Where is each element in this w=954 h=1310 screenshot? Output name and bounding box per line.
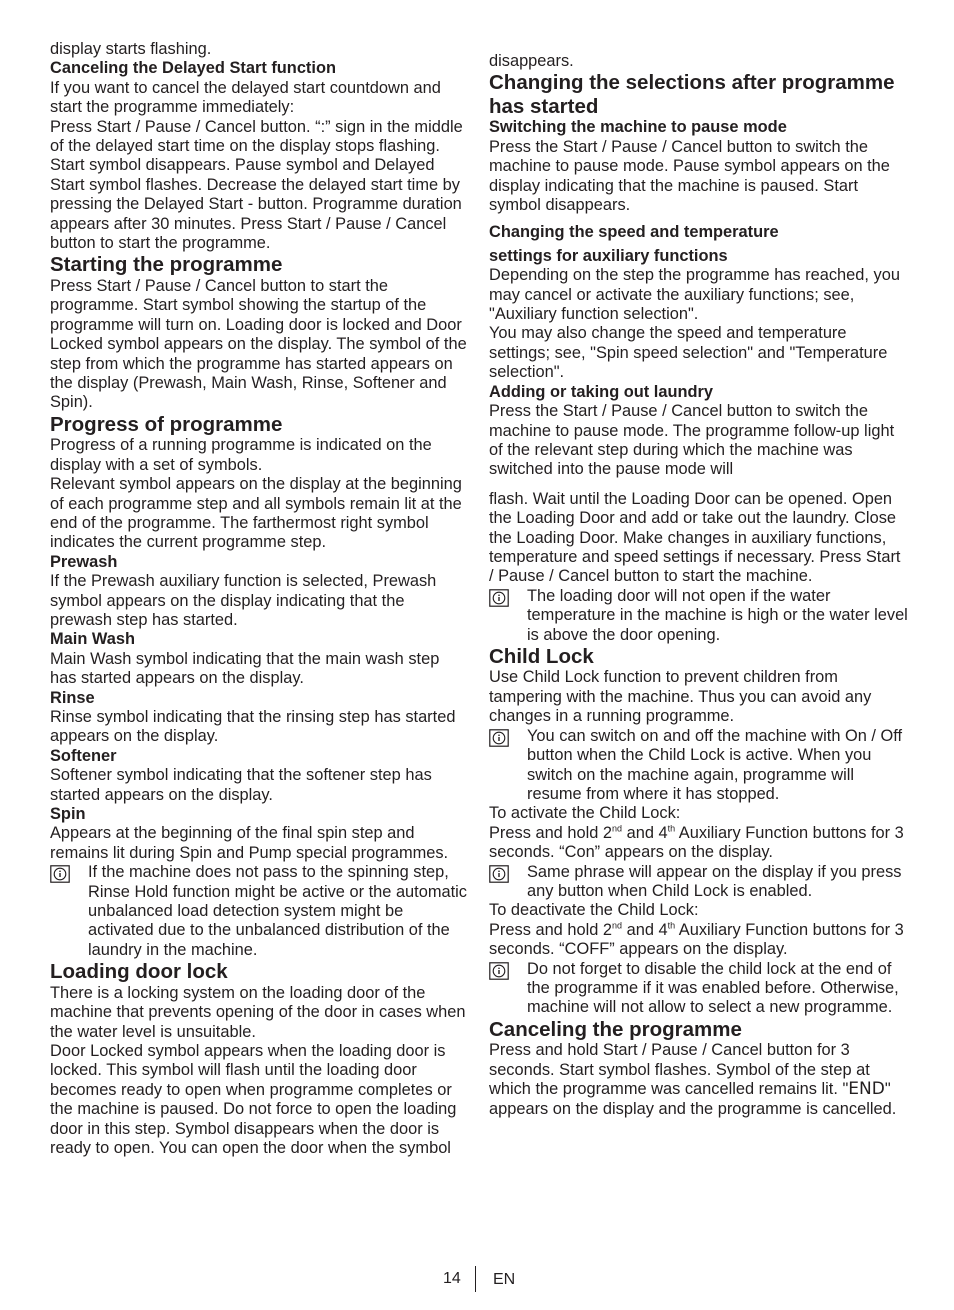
softener-para: Softener symbol indicating that the softener step has started appears on the display.: [50, 766, 432, 804]
rinse-heading: Rinse: [50, 688, 95, 707]
changing-heading: Changing the selections after programme has started: [489, 71, 895, 118]
info-icon: [489, 727, 527, 747]
child-lock-note-2-text: Same phrase will appear on the display if you press any button when Child Lock is enabled.: [527, 862, 902, 900]
door-lock-heading: Loading door lock: [50, 960, 228, 984]
progress-heading: Progress of programme: [50, 412, 283, 436]
rinse-para: Rinse symbol indicating that the rinsing step has started appears on the display.: [50, 708, 456, 746]
deactivate-label: To deactivate the Child Lock:: [489, 901, 699, 920]
door-temp-note: [489, 587, 909, 645]
prewash-para: If the Prewash auxiliary function is selected, Prewash symbol appears on the display indicating that the prewash step has started.: [50, 572, 437, 629]
adding-laundry-para-1: Press the Start / Pause / Cancel button to switch the machine to pause mode. The programme follow-up light of the relevant step during which the machine was switched into the pause mode will: [489, 402, 895, 479]
child-lock-note-3: [489, 960, 909, 1018]
adding-laundry-heading: Adding or taking out laundry: [489, 382, 713, 401]
mainwash-heading: Main Wash: [50, 630, 135, 649]
child-lock-note-2: [489, 863, 909, 902]
info-icon: [489, 863, 527, 883]
deactivate-instructions: Press and hold 2nd and 4th Auxiliary Function buttons for 3 seconds. “COFF” appears on the display.: [489, 920, 904, 959]
child-lock-para: Use Child Lock function to prevent children from tampering with the machine. Thus you can avoid any changes in a running programme.: [489, 668, 872, 726]
speed-temp-heading-line1: Changing the speed and temperature: [489, 223, 779, 242]
child-lock-note-1-text: You can switch on and off the machine with On / Off button when the Child Lock is active. When you switch on the machine again, programme will resume from where it has stopped.: [527, 726, 903, 803]
child-lock-note-3-text: Do not forget to disable the child lock at the end of the programme if it was enabled before. Otherwise, machine will not allow to select a new programme.: [527, 959, 899, 1017]
child-lock-heading: Child Lock: [489, 644, 594, 668]
activate-label: To activate the Child Lock:: [489, 804, 681, 823]
starting-heading: Starting the programme: [50, 253, 283, 277]
pause-mode-heading: Switching the machine to pause mode: [489, 118, 787, 137]
adding-laundry-para-2: flash. Wait until the Loading Door can be opened. Open the Loading Door and add or take out the laundry. Close the Loading Door. Make changes in auxiliary functions, temperature and speed settings if necessary. Press Start / Pause / Cancel button to start the machine.: [489, 489, 901, 586]
spin-para: Appears at the beginning of the final spin step and remains lit during Spin and Pump special programmes.: [50, 824, 449, 862]
intro-text: display starts flashing.: [50, 40, 212, 58]
prewash-heading: Prewash: [50, 552, 118, 571]
door-lock-para-1: There is a locking system on the loading door of the machine that prevents opening of the door in cases when the water level is unsuitable.: [50, 983, 466, 1041]
spin-note-text: If the machine does not pass to the spinning step, Rinse Hold function might be active or the automatic unbalanced load detection system might be activated due to the unbalanced distribution of the laundry in the machine.: [88, 863, 468, 959]
cancel-delayed-heading: Canceling the Delayed Start function: [50, 59, 336, 78]
info-icon: [50, 863, 88, 883]
footer-divider: [475, 1266, 476, 1292]
activate-instructions: Press and hold 2nd and 4th Auxiliary Function buttons for 3 seconds. “Con” appears on the display.: [489, 823, 904, 862]
progress-para-1: Progress of a running programme is indicated on the display with a set of symbols.: [50, 436, 432, 474]
cancel-programme-para: Press and hold Start / Pause / Cancel button for 3 seconds. Start symbol flashes. Symbol of the step at which the programme was cancelled remains lit. "END" appears on the display and the programme is cancelled.: [489, 1041, 897, 1118]
info-icon: [489, 587, 527, 607]
page-number: 14: [443, 1270, 461, 1287]
info-icon: [489, 960, 527, 980]
child-lock-note-1: [489, 727, 909, 805]
speed-temp-para-1: Depending on the step the programme has reached, you may cancel or activate the auxiliary functions; see, "Auxiliary function selection".: [489, 266, 900, 324]
mainwash-para: Main Wash symbol indicating that the main wash step has started appears on the display.: [50, 649, 440, 688]
softener-heading: Softener: [50, 746, 117, 765]
spin-note: [50, 863, 470, 960]
left-column: [50, 40, 470, 1158]
cancel-delayed-para-2: Press Start / Pause / Cancel button. “:” sign in the middle of the delayed start time on the display stops flashing. Start symbol disappears. Pause symbol and Delayed Start symbol flashes. Decrease the delayed start time by pressing the Delayed Start - button. Programme duration appears after 30 minutes. Press Start / Pause / Cancel button to start the programme.: [50, 117, 463, 253]
speed-temp-heading-line2: settings for auxiliary functions: [489, 246, 728, 265]
speed-temp-para-2: You may also change the speed and temperature settings; see, "Spin speed selection" and "Temperature selection".: [489, 324, 888, 382]
door-lock-para-2: Door Locked symbol appears when the loading door is locked. This symbol will flash until the loading door becomes ready to open when programme completes or the machine is paused. Do not force to open the loading door in this step. Symbol disappears when the door is ready to open. You can open the door when the symbol: [50, 1042, 457, 1158]
right-column: [489, 52, 909, 1119]
pause-mode-para: Press the Start / Pause / Cancel button to switch the machine to pause mode. Pause symbol appears on the display indicating that the machine is paused. Start symbol disappears.: [489, 137, 890, 215]
cancel-programme-heading: Canceling the programme: [489, 1017, 742, 1041]
door-temp-note-text: The loading door will not open if the water temperature in the machine is high or the water level is above the door opening.: [527, 586, 908, 644]
cancel-delayed-para-1: If you want to cancel the delayed start countdown and start the programme immediately:: [50, 78, 441, 117]
progress-para-2: Relevant symbol appears on the display at the beginning of each programme step and all symbols remain lit at the end of the programme. The farthermost right symbol indicates the current programme step.: [50, 475, 462, 552]
right-intro-text: disappears.: [489, 52, 574, 70]
spin-heading: Spin: [50, 805, 86, 824]
end-display-text: END: [848, 1079, 885, 1100]
starting-para: Press Start / Pause / Cancel button to start the programme. Start symbol showing the startup of the programme will turn on. Loading door is locked and Door Locked symbol appears on the display. The symbol of the step from which the programme has started appears on the display (Prewash, Main Wash, Rinse, Softener and Spin).: [50, 276, 467, 412]
language-code: EN: [493, 1271, 516, 1288]
